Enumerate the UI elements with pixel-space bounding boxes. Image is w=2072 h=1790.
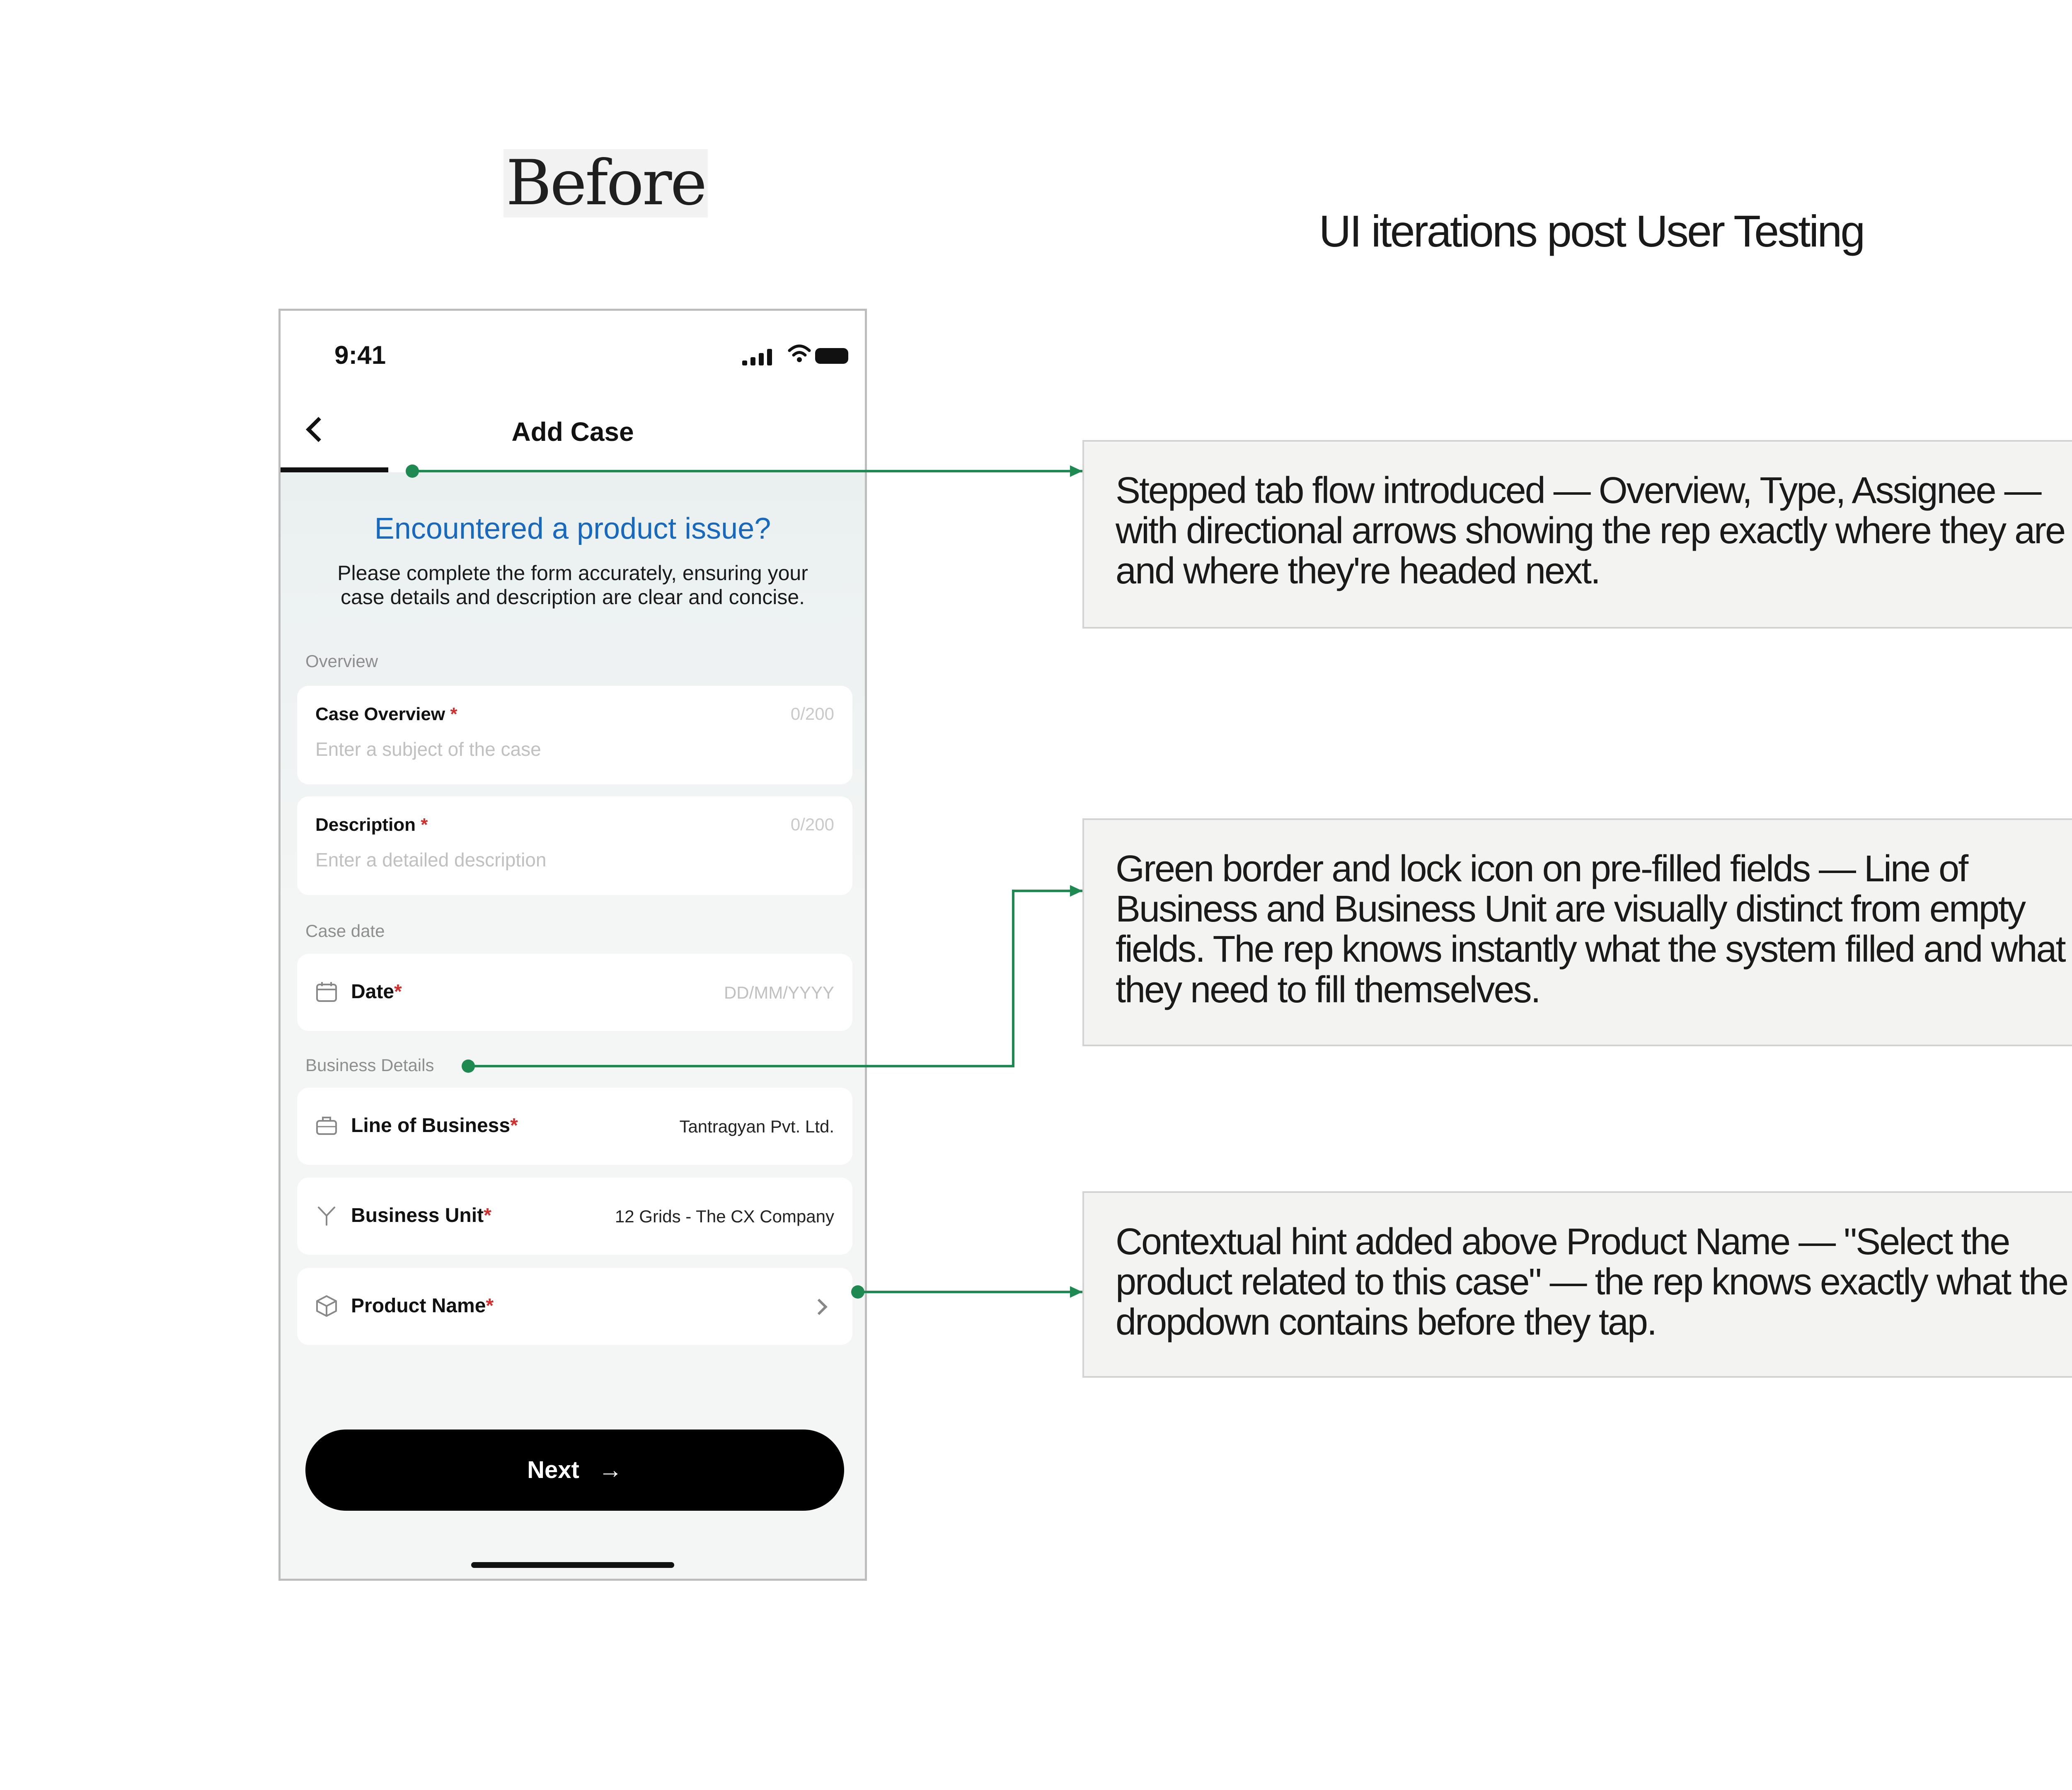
required-marker: * bbox=[486, 1295, 494, 1317]
annotation-note-tabs: Stepped tab flow introduced — Overview, Type, Assignee — with directional arrows showing the rep exactly where they are and where they're headed next. bbox=[1082, 440, 2072, 629]
date-placeholder: DD/MM/YYYY bbox=[724, 983, 834, 1002]
hero-title: Encountered a product issue? bbox=[374, 512, 771, 545]
required-marker: * bbox=[394, 981, 402, 1003]
next-label: Next bbox=[527, 1456, 579, 1483]
required-marker: * bbox=[510, 1115, 518, 1137]
field-placeholder: Enter a detailed description bbox=[315, 849, 547, 871]
annotation-note-locked-fields: Green border and lock icon on pre-filled fields — Line of Business and Business Unit are visually distinct from empty fields. The rep knows instantly what the system filled and what they need to fill themselves. bbox=[1082, 818, 2072, 1046]
field-label: Date bbox=[351, 981, 395, 1003]
field-label: Line of Business bbox=[351, 1115, 511, 1137]
page-title: UI iterations post User Testing bbox=[1319, 206, 1864, 256]
section-label-overview: Overview bbox=[305, 651, 378, 671]
nav-title: Add Case bbox=[511, 417, 634, 447]
arrow-right-icon: → bbox=[598, 1456, 622, 1483]
field-label: Case Overview bbox=[315, 704, 445, 724]
field-label: Description bbox=[315, 815, 416, 835]
field-value: Tantragyan Pvt. Ltd. bbox=[679, 1117, 834, 1136]
field-placeholder: Enter a subject of the case bbox=[315, 738, 541, 760]
required-marker: * bbox=[421, 815, 428, 835]
annotation-note-product-hint: Contextual hint added above Product Name — "Select the product related to this case" — the rep knows exactly what the dropdown contains before they tap. bbox=[1082, 1191, 2072, 1378]
before-heading: Before bbox=[503, 149, 708, 218]
hero-subtitle: Please complete the form accurately, ensuring your case details and description are clear and concise. bbox=[337, 561, 808, 609]
status-time: 9:41 bbox=[334, 341, 386, 370]
field-value: 12 Grids - The CX Company bbox=[615, 1207, 834, 1226]
required-marker: * bbox=[484, 1205, 491, 1226]
field-label: Product Name bbox=[351, 1295, 486, 1317]
section-label-business-details: Business Details bbox=[305, 1055, 434, 1075]
section-label-case-date: Case date bbox=[305, 921, 385, 941]
char-count: 0/200 bbox=[790, 704, 834, 723]
field-label: Business Unit bbox=[351, 1205, 484, 1226]
char-count: 0/200 bbox=[790, 815, 834, 834]
required-marker: * bbox=[450, 704, 457, 724]
